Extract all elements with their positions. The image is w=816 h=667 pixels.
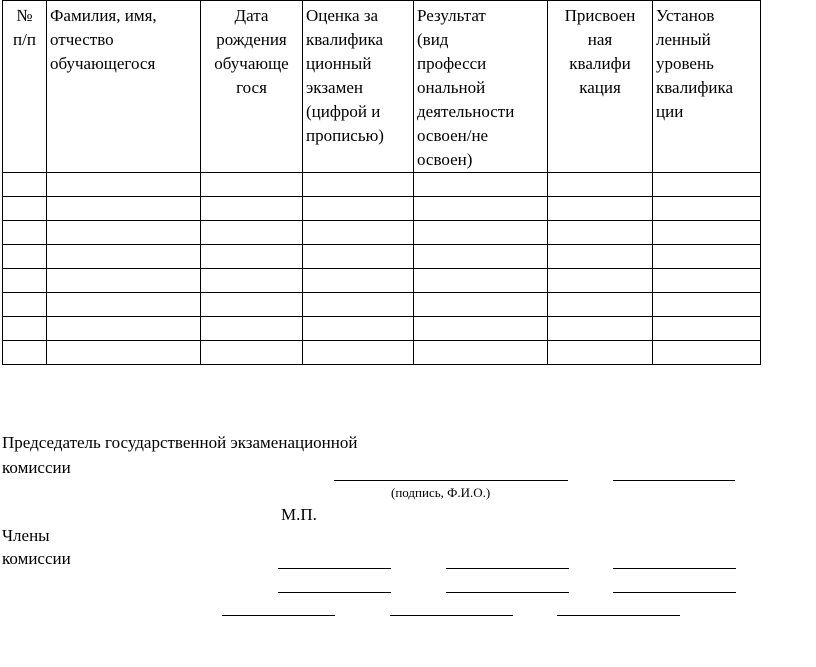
table-cell [201, 317, 303, 341]
header-full-name: Фамилия, имя, отчество обучающегося [47, 1, 201, 173]
table-cell [47, 173, 201, 197]
table-cell [653, 197, 761, 221]
table-row [3, 245, 761, 269]
table-cell [201, 197, 303, 221]
table-cell [414, 173, 548, 197]
table-header-row [3, 1, 761, 173]
table-cell [47, 341, 201, 365]
chair-label-line1: Председатель государственной экзаменационной [2, 433, 358, 452]
table-row [3, 173, 761, 197]
stamp-label: М.П. [281, 505, 317, 524]
table-cell [414, 269, 548, 293]
table-cell [414, 197, 548, 221]
table-cell [548, 173, 653, 197]
table-cell [47, 197, 201, 221]
table-cell [548, 269, 653, 293]
table-cell [47, 221, 201, 245]
member-signature-line [446, 568, 569, 569]
member-signature-line [557, 615, 680, 616]
table-cell [3, 197, 47, 221]
table-cell [653, 317, 761, 341]
table-cell [47, 245, 201, 269]
member-signature-line [613, 568, 736, 569]
results-table [2, 0, 761, 365]
table-cell [548, 341, 653, 365]
signature-caption: (подпись, Ф.И.О.) [391, 485, 491, 500]
member-signature-line [278, 592, 391, 593]
table-cell [303, 269, 414, 293]
member-signature-line [278, 568, 391, 569]
table-cell [3, 293, 47, 317]
table-row [3, 293, 761, 317]
table-row [3, 269, 761, 293]
members-label-line1: Члены [2, 526, 50, 545]
table-cell [303, 293, 414, 317]
table-cell [3, 317, 47, 341]
header-qualification: Присвоен ная квалифи кация [548, 1, 653, 173]
table-cell [47, 293, 201, 317]
table-cell [303, 221, 414, 245]
table-cell [3, 221, 47, 245]
table-cell [47, 269, 201, 293]
table-row [3, 197, 761, 221]
table-cell [3, 341, 47, 365]
table-cell [653, 173, 761, 197]
table-cell [414, 293, 548, 317]
table-row [3, 317, 761, 341]
table-row [3, 221, 761, 245]
table-cell [653, 293, 761, 317]
header-birth-date: Дата рождения обучающе гося [201, 1, 303, 173]
header-qualification-level: Установ ленный уровень квалифика ции [653, 1, 761, 173]
table-cell [201, 341, 303, 365]
table-cell [548, 317, 653, 341]
table-row [3, 341, 761, 365]
chair-name-line [613, 480, 735, 481]
table-cell [653, 221, 761, 245]
table-cell [548, 245, 653, 269]
chair-label-line2: комиссии [2, 458, 71, 477]
table-cell [653, 269, 761, 293]
member-signature-line [446, 592, 569, 593]
table-cell [548, 221, 653, 245]
table-cell [201, 173, 303, 197]
table-cell [414, 317, 548, 341]
table-cell [653, 341, 761, 365]
table-cell [201, 221, 303, 245]
table-cell [414, 221, 548, 245]
table-cell [303, 317, 414, 341]
table-cell [653, 245, 761, 269]
member-signature-line [222, 615, 335, 616]
table-cell [548, 293, 653, 317]
table-cell [414, 245, 548, 269]
table-cell [414, 341, 548, 365]
table-cell [201, 293, 303, 317]
table-cell [3, 245, 47, 269]
members-label-line2: комиссии [2, 549, 71, 568]
member-signature-line [390, 615, 513, 616]
chair-signature-line [334, 480, 568, 481]
header-result: Результат (вид професси ональной деятельности освоен/не освоен) [414, 1, 548, 173]
table-cell [201, 269, 303, 293]
table-cell [303, 197, 414, 221]
table-cell [303, 245, 414, 269]
header-exam-grade: Оценка за квалифика ционный экзамен (цифрой и прописью) [303, 1, 414, 173]
header-number: № п/п [3, 1, 47, 173]
table-cell [3, 173, 47, 197]
table-cell [201, 245, 303, 269]
table-cell [303, 173, 414, 197]
table-cell [3, 269, 47, 293]
table-cell [548, 197, 653, 221]
table-cell [47, 317, 201, 341]
table-cell [303, 341, 414, 365]
member-signature-line [613, 592, 736, 593]
